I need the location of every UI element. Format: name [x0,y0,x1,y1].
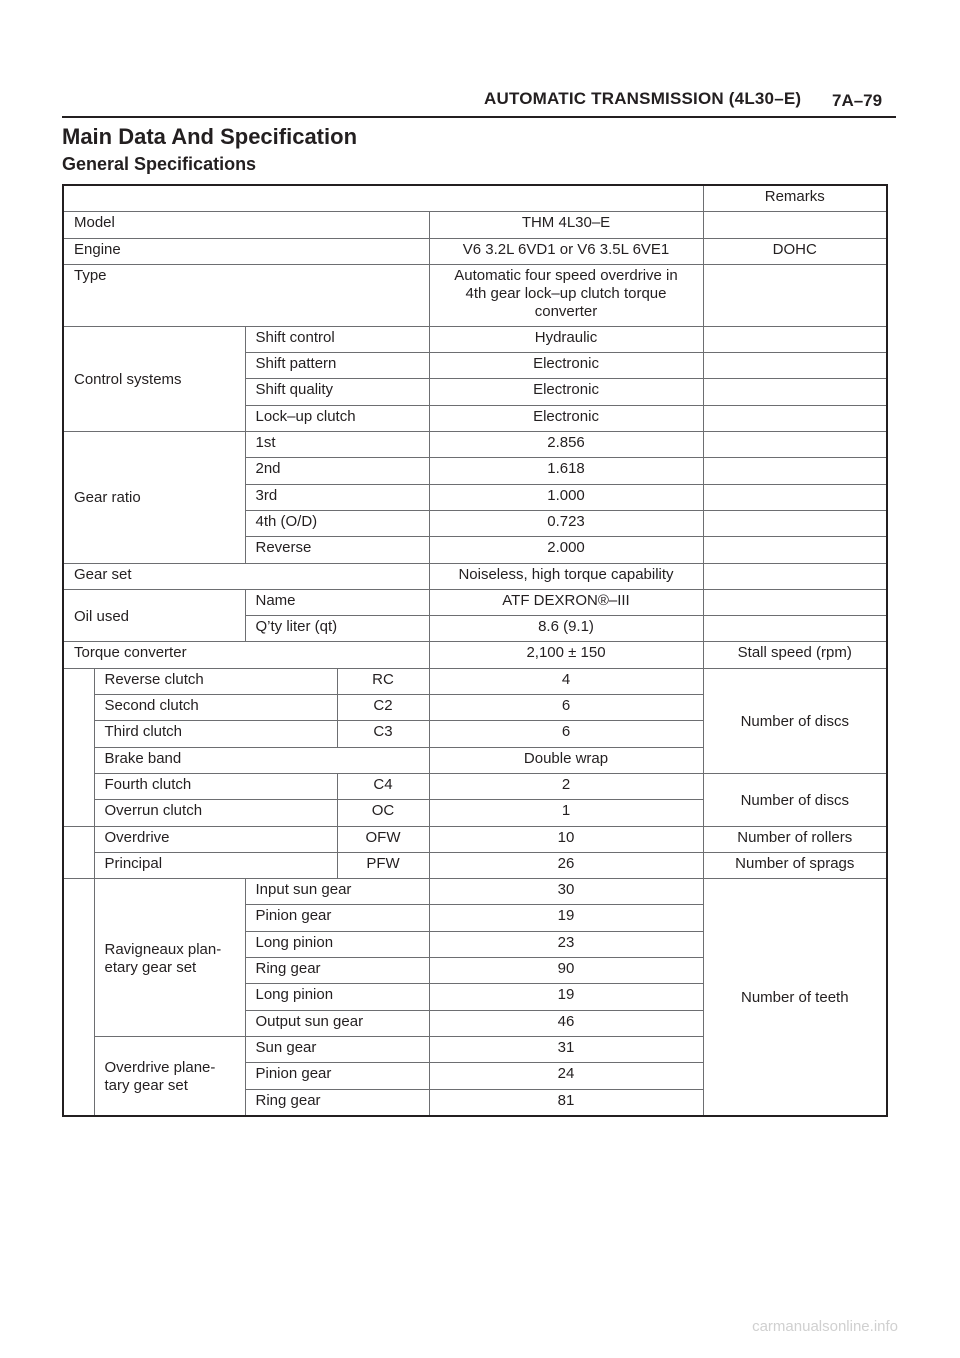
clutch-code: C3 [337,721,429,747]
control-item: Shift pattern [245,353,429,379]
engine-remark: DOHC [703,238,887,264]
table-row [63,668,887,694]
gear-value: 2.000 [429,537,703,563]
gear-value: 1.618 [429,458,703,484]
footer-watermark: carmanualsonline.info [752,1318,898,1335]
control-item: Shift control [245,326,429,352]
clutch-value: 6 [429,721,703,747]
clutch-name: Third clutch [94,721,337,747]
clutch-value: 2 [429,773,703,799]
gear-item: 4th (O/D) [245,510,429,536]
torque-converter-remark: Stall speed (rpm) [703,642,887,668]
gear-teeth: 24 [429,1063,703,1089]
gear-teeth: 90 [429,958,703,984]
control-value: Electronic [429,405,703,431]
control-item: Shift quality [245,379,429,405]
header-rule [62,116,896,118]
gear-teeth: 30 [429,879,703,905]
oneway-name: Principal [94,852,337,878]
gear-item: Reverse [245,537,429,563]
clutch-code: RC [337,668,429,694]
remarks-header: Remarks [703,185,887,212]
gear-set-value: Noiseless, high torque capability [429,563,703,589]
table-row [63,826,887,852]
gear-teeth: 19 [429,905,703,931]
page-subheading: General Specifications [62,154,257,174]
gear-ratio-label: Gear ratio [63,432,245,563]
engine-label: Engine [63,238,429,264]
table-row [63,432,887,458]
table-row [63,326,887,352]
oneway-remark: Number of sprags [703,852,887,878]
gear-item: Pinion gear [245,905,429,931]
type-value: Automatic four speed overdrive in 4th gear lock–up clutch torque converter [429,264,703,326]
gear-item: Ring gear [245,1089,429,1116]
page-number: 7A–79 [832,91,883,110]
clutch-name: Overrun clutch [94,800,337,826]
clutch-code: C2 [337,695,429,721]
clutch-name: Fourth clutch [94,773,337,799]
gear-teeth: 81 [429,1089,703,1116]
gear-item: 2nd [245,458,429,484]
table-row [63,879,887,905]
clutch-value: 1 [429,800,703,826]
oneway-name: Overdrive [94,826,337,852]
type-label: Type [63,264,429,326]
brake-band-name: Brake band [94,747,429,773]
control-systems-label: Control systems [63,326,245,431]
control-value: Hydraulic [429,326,703,352]
spec-table [62,184,888,1117]
control-value: Electronic [429,353,703,379]
oil-item: Name [245,589,429,615]
table-row [63,852,887,878]
overdrive-gear-label: Overdrive plane-tary gear set [94,1036,245,1115]
ravigneaux-label: Ravigneaux plan-etary gear set [94,879,245,1037]
gear-item: Input sun gear [245,879,429,905]
control-item: Lock–up clutch [245,405,429,431]
clutch-remark: Number of discs [703,773,887,826]
clutch-value: 4 [429,668,703,694]
oneway-remark: Number of rollers [703,826,887,852]
table-row [63,589,887,615]
clutch-code: C4 [337,773,429,799]
oil-used-label: Oil used [63,589,245,642]
gear-teeth: 31 [429,1036,703,1062]
gear-item: 1st [245,432,429,458]
table-row [63,642,887,668]
gear-value: 1.000 [429,484,703,510]
clutch-value: 6 [429,695,703,721]
header-title: AUTOMATIC TRANSMISSION (4L30–E) [484,89,802,108]
gear-item: Long pinion [245,984,429,1010]
gear-value: 2.856 [429,432,703,458]
gear-teeth: 19 [429,984,703,1010]
oneway-code: PFW [337,852,429,878]
table-row [63,773,887,799]
table-row [63,238,887,264]
gear-teeth: 46 [429,1010,703,1036]
gear-item: Ring gear [245,958,429,984]
table-row [63,185,887,212]
clutch-name: Second clutch [94,695,337,721]
gear-item: Sun gear [245,1036,429,1062]
oil-value: ATF DEXRON®–III [429,589,703,615]
model-value: THM 4L30–E [429,212,703,238]
engine-value: V6 3.2L 6VD1 or V6 3.5L 6VE1 [429,238,703,264]
page-heading: Main Data And Specification [62,124,358,149]
gear-item: Output sun gear [245,1010,429,1036]
gear-item: Long pinion [245,931,429,957]
table-row [63,212,887,238]
brake-band-value: Double wrap [429,747,703,773]
oneway-code: OFW [337,826,429,852]
oil-item: Q’ty liter (qt) [245,616,429,642]
gear-set-label: Gear set [63,563,429,589]
clutch-code: OC [337,800,429,826]
oneway-value: 10 [429,826,703,852]
clutch-name: Reverse clutch [94,668,337,694]
gear-item: 3rd [245,484,429,510]
gear-item: Pinion gear [245,1063,429,1089]
control-value: Electronic [429,379,703,405]
model-label: Model [63,212,429,238]
oneway-value: 26 [429,852,703,878]
table-row [63,563,887,589]
teeth-remark: Number of teeth [703,879,887,1116]
torque-converter-label: Torque converter [63,642,429,668]
clutch-remark: Number of discs [703,668,887,773]
gear-teeth: 23 [429,931,703,957]
oil-value: 8.6 (9.1) [429,616,703,642]
torque-converter-value: 2,100 ± 150 [429,642,703,668]
gear-value: 0.723 [429,510,703,536]
table-row [63,264,887,326]
